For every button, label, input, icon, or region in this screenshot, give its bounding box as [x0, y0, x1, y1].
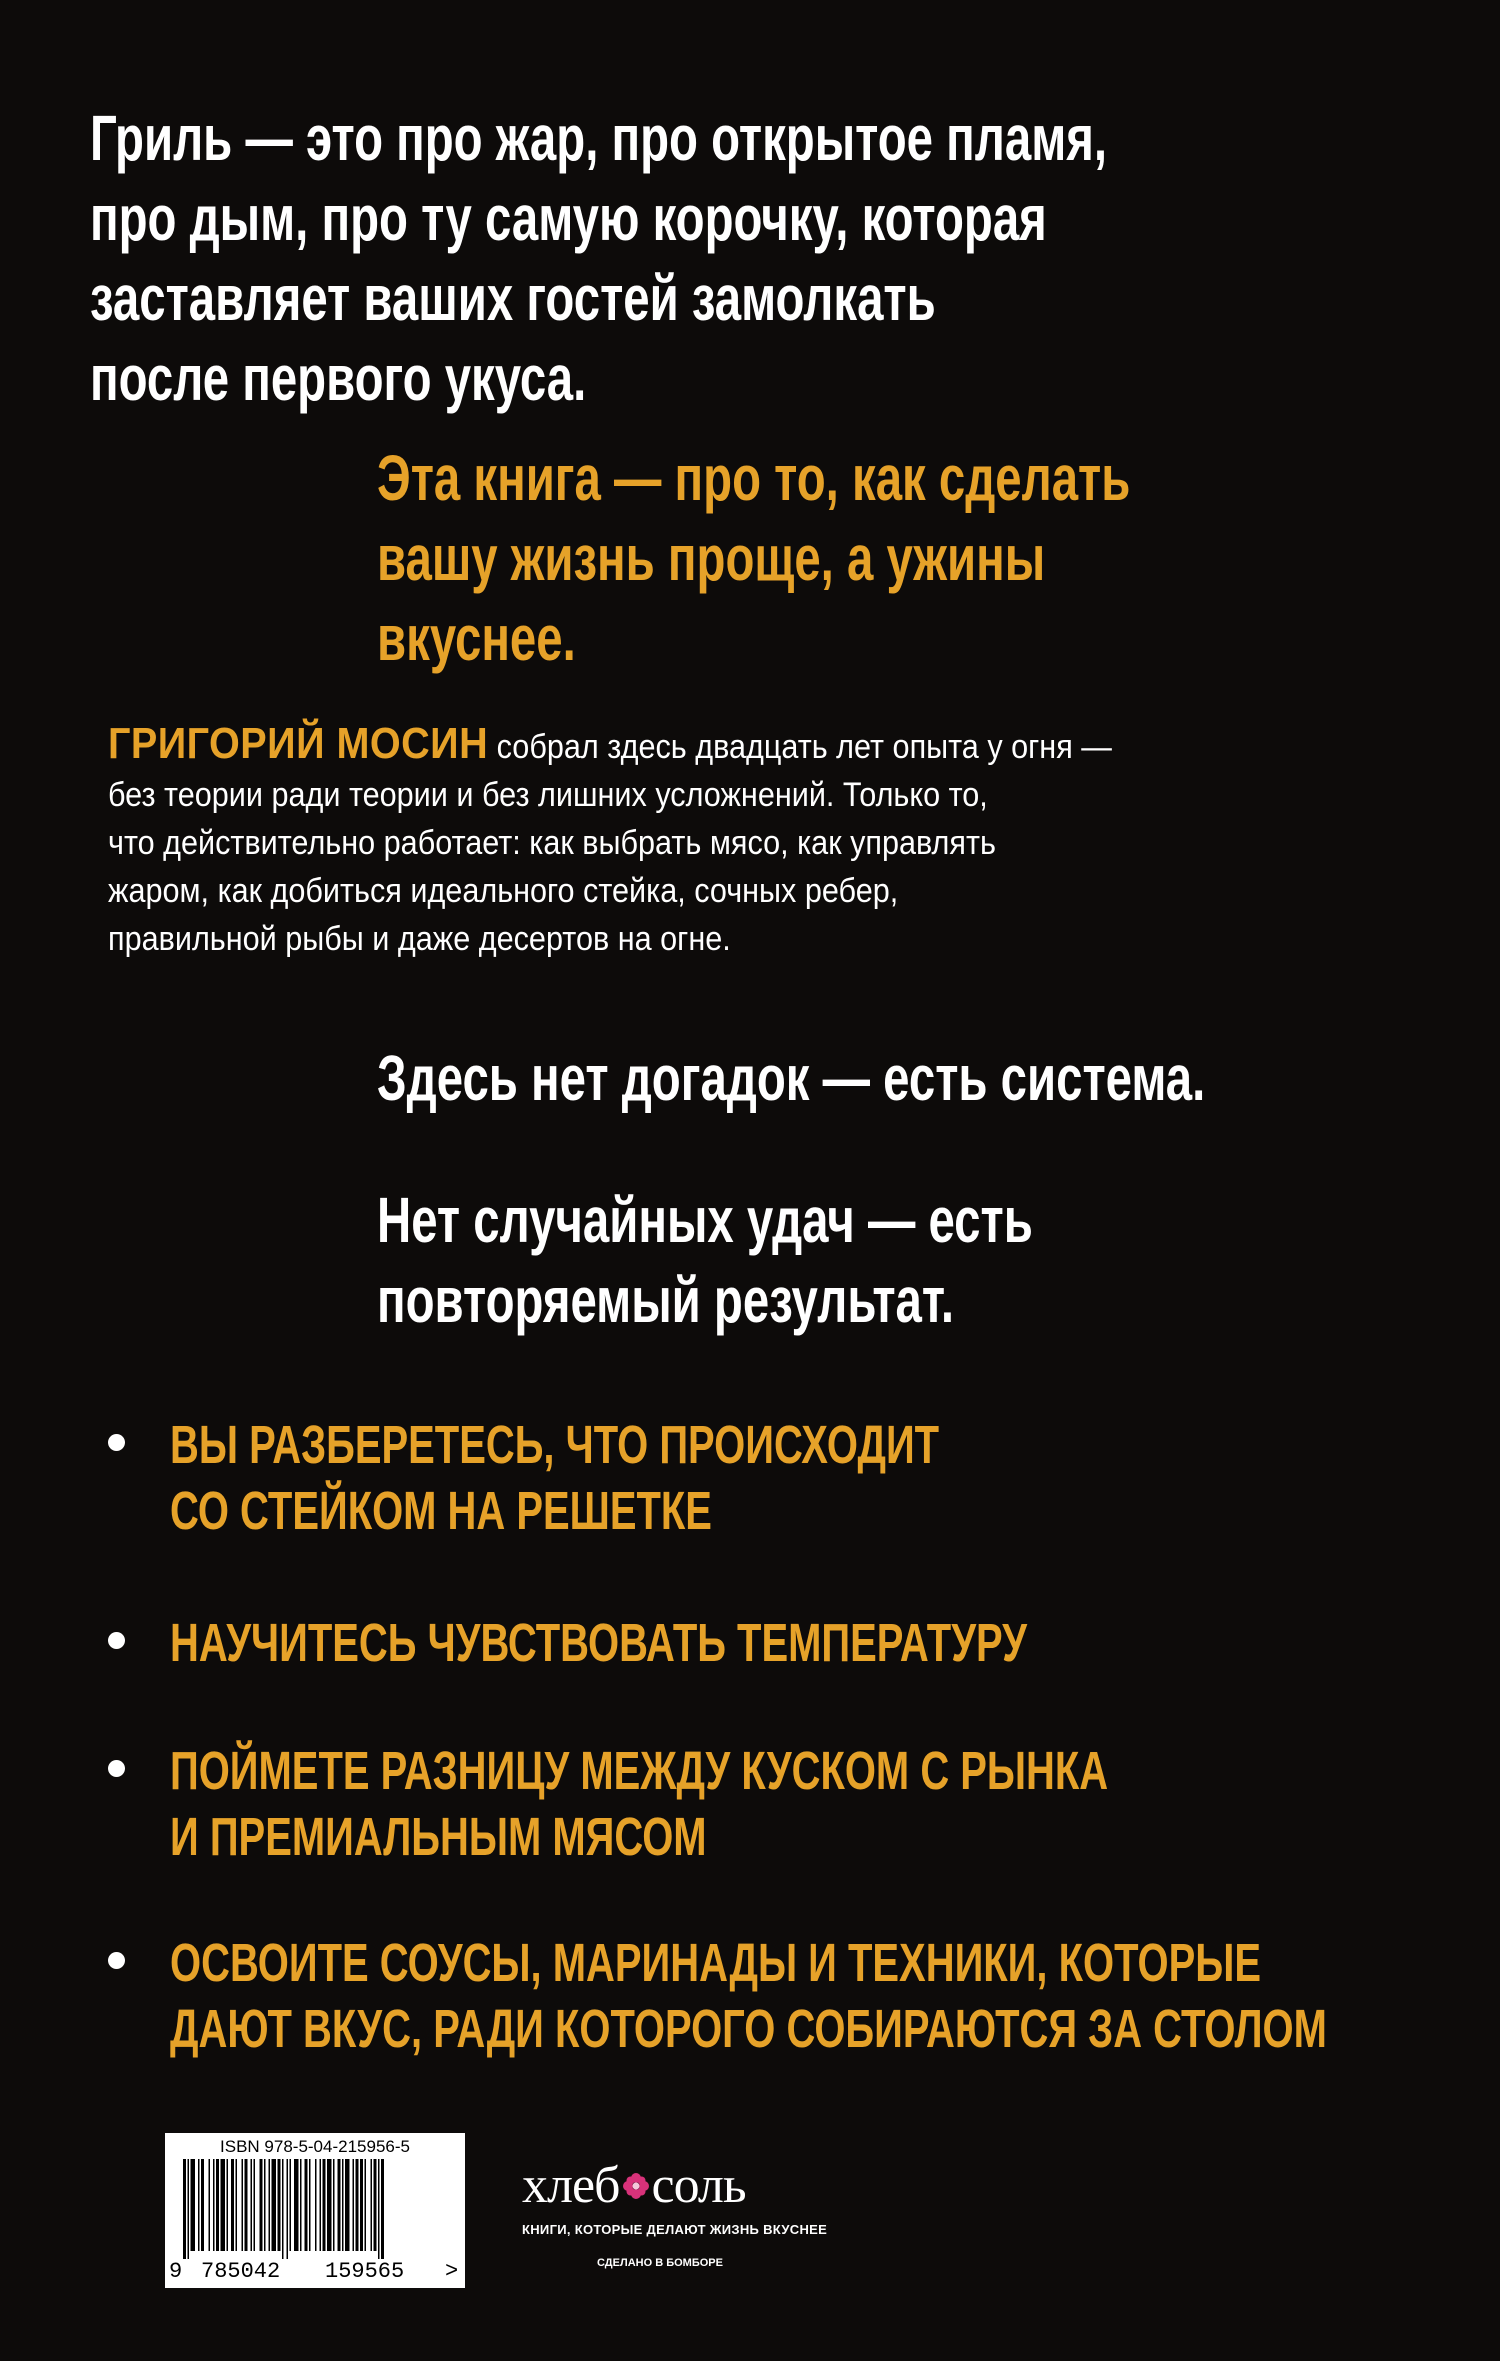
barcode-bar [198, 2159, 200, 2251]
bio-line: жаром, как добиться идеального стейка, сочных ребер, [108, 872, 899, 910]
tagline-line: вашу жизнь проще, а ужины [377, 522, 1046, 594]
author-name: ГРИГОРИЙ МОСИН [108, 719, 489, 768]
statement-line: повторяемый результат. [377, 1264, 955, 1336]
barcode-bar [290, 2159, 292, 2251]
bullet-line: НАУЧИТЕСЬ ЧУВСТВОВАТЬ ТЕМПЕРАТУРУ [170, 1613, 1028, 1673]
barcode-bar [320, 2159, 322, 2251]
bullet-text [170, 1930, 1327, 2062]
tagline-paragraph [377, 438, 1130, 678]
bullet-line: И ПРЕМИАЛЬНЫМ МЯСОМ [170, 1807, 707, 1867]
author-bio [108, 720, 1112, 963]
barcode-bar [264, 2159, 266, 2251]
intro-line: про дым, про ту самую корочку, которая [90, 182, 1047, 254]
statement-result [377, 1180, 1033, 1340]
bullet-dot-icon [108, 1434, 125, 1451]
made-in-label: СДЕЛАНО В БОМБОРЕ [597, 2257, 723, 2269]
barcode-bar [216, 2159, 219, 2251]
barcode-bar [309, 2159, 311, 2251]
bio-line: без теории ради теории и без лишних усложнений. Только то, [108, 776, 988, 814]
barcode-bar [221, 2159, 226, 2251]
bio-line: что действительно работает: как выбрать мясо, как управлять [108, 824, 996, 862]
statement-line: Нет случайных удач — есть [377, 1184, 1033, 1256]
barcode-bar [251, 2159, 253, 2251]
barcode-bar [294, 2159, 299, 2251]
intro-line: Гриль — это про жар, про открытое пламя, [90, 102, 1108, 174]
publisher-logo [522, 2156, 852, 2269]
bullet-dot-icon [108, 1760, 125, 1777]
tagline-line: вкуснее. [377, 602, 576, 674]
barcode-bar [245, 2159, 248, 2251]
bullet-dot-icon [108, 1952, 125, 1969]
barcode-bar [201, 2159, 204, 2251]
publisher-name-right: соль [651, 2157, 746, 2214]
barcode-bar [356, 2159, 359, 2251]
bullet-line: ПОЙМЕТЕ РАЗНИЦУ МЕЖДУ КУСКОМ С РЫНКА [170, 1741, 1109, 1801]
publisher-wordmark [522, 2156, 852, 2216]
publisher-slogan: КНИГИ, КОТОРЫЕ ДЕЛАЮТ ЖИЗНЬ ВКУСНЕЕ [522, 2222, 828, 2237]
barcode-bar [374, 2159, 377, 2251]
bullet-line: ДАЮТ ВКУС, РАДИ КОТОРОГО СОБИРАЮТСЯ ЗА СТОЛОМ [170, 1999, 1327, 2059]
barcode-digit-group: 785042 [201, 2259, 281, 2284]
tagline-line: Эта книга — про то, как сделать [377, 442, 1131, 514]
bullet-line: ОСВОИТЕ СОУСЫ, МАРИНАДЫ И ТЕХНИКИ, КОТОРЫЕ [170, 1933, 1262, 1993]
flower-icon [622, 2172, 650, 2200]
barcode-digit-end: > [445, 2259, 459, 2284]
barcode-bar [315, 2159, 317, 2251]
bullet-line: ВЫ РАЗБЕРЕТЕСЬ, ЧТО ПРОИСХОДИТ [170, 1415, 940, 1475]
barcode-digit-group: 159565 [325, 2259, 405, 2284]
intro-line: заставляет ваших гостей замолкать [90, 262, 936, 334]
barcode-bar [300, 2159, 302, 2251]
barcode-bar [365, 2159, 367, 2251]
isbn-label: ISBN 978-5-04-215956-5 [220, 2137, 410, 2156]
barcode-bar [282, 2159, 284, 2259]
intro-paragraph [90, 98, 1107, 418]
barcode-bar [188, 2159, 190, 2259]
barcode-bar [272, 2159, 277, 2251]
barcode-bar [254, 2159, 256, 2251]
bio-line: правильной рыбы и даже десертов на огне. [108, 920, 731, 958]
barcode-bar [260, 2159, 263, 2251]
barcode-bar [287, 2159, 289, 2259]
statement-system: Здесь нет догадок — есть система. [377, 1042, 1206, 1114]
barcode-bar [345, 2159, 350, 2251]
barcode-bar [327, 2159, 332, 2251]
intro-line: после первого укуса. [90, 342, 587, 414]
isbn-barcode [165, 2133, 465, 2288]
barcode-bar [213, 2159, 215, 2251]
barcode-bar [231, 2159, 234, 2251]
publisher-name-left: хлеб [522, 2157, 620, 2214]
barcode-bar [236, 2159, 238, 2251]
bullet-line: СО СТЕЙКОМ НА РЕШЕТКЕ [170, 1481, 712, 1541]
bullet-dot-icon [108, 1632, 125, 1649]
barcode-bar [269, 2159, 271, 2251]
barcode-bar [242, 2159, 244, 2251]
barcode-bar [381, 2159, 384, 2259]
bullet-text [170, 1412, 939, 1544]
barcode-bar [353, 2159, 355, 2251]
barcode-bar [342, 2159, 344, 2251]
barcode-bar [227, 2159, 229, 2251]
barcode-digit-first: 9 [169, 2259, 183, 2284]
barcode-bar [278, 2159, 281, 2251]
barcode-bar [333, 2159, 335, 2251]
bullet-text [170, 1610, 1027, 1676]
bio-line: собрал здесь двадцать лет опыта у огня — [488, 728, 1112, 766]
barcode-bar [323, 2159, 326, 2251]
barcode-bar [305, 2159, 308, 2251]
bio-first-line [108, 720, 1112, 771]
barcode-bar [191, 2159, 196, 2251]
barcode-bar [209, 2159, 211, 2251]
barcode-bars-icon [179, 2159, 451, 2259]
bullet-text [170, 1738, 1108, 1870]
barcode-bar [338, 2159, 341, 2251]
barcode-bar [371, 2159, 373, 2251]
barcode-bar [360, 2159, 363, 2251]
barcode-bar [378, 2159, 380, 2259]
barcode-bar [183, 2159, 186, 2259]
